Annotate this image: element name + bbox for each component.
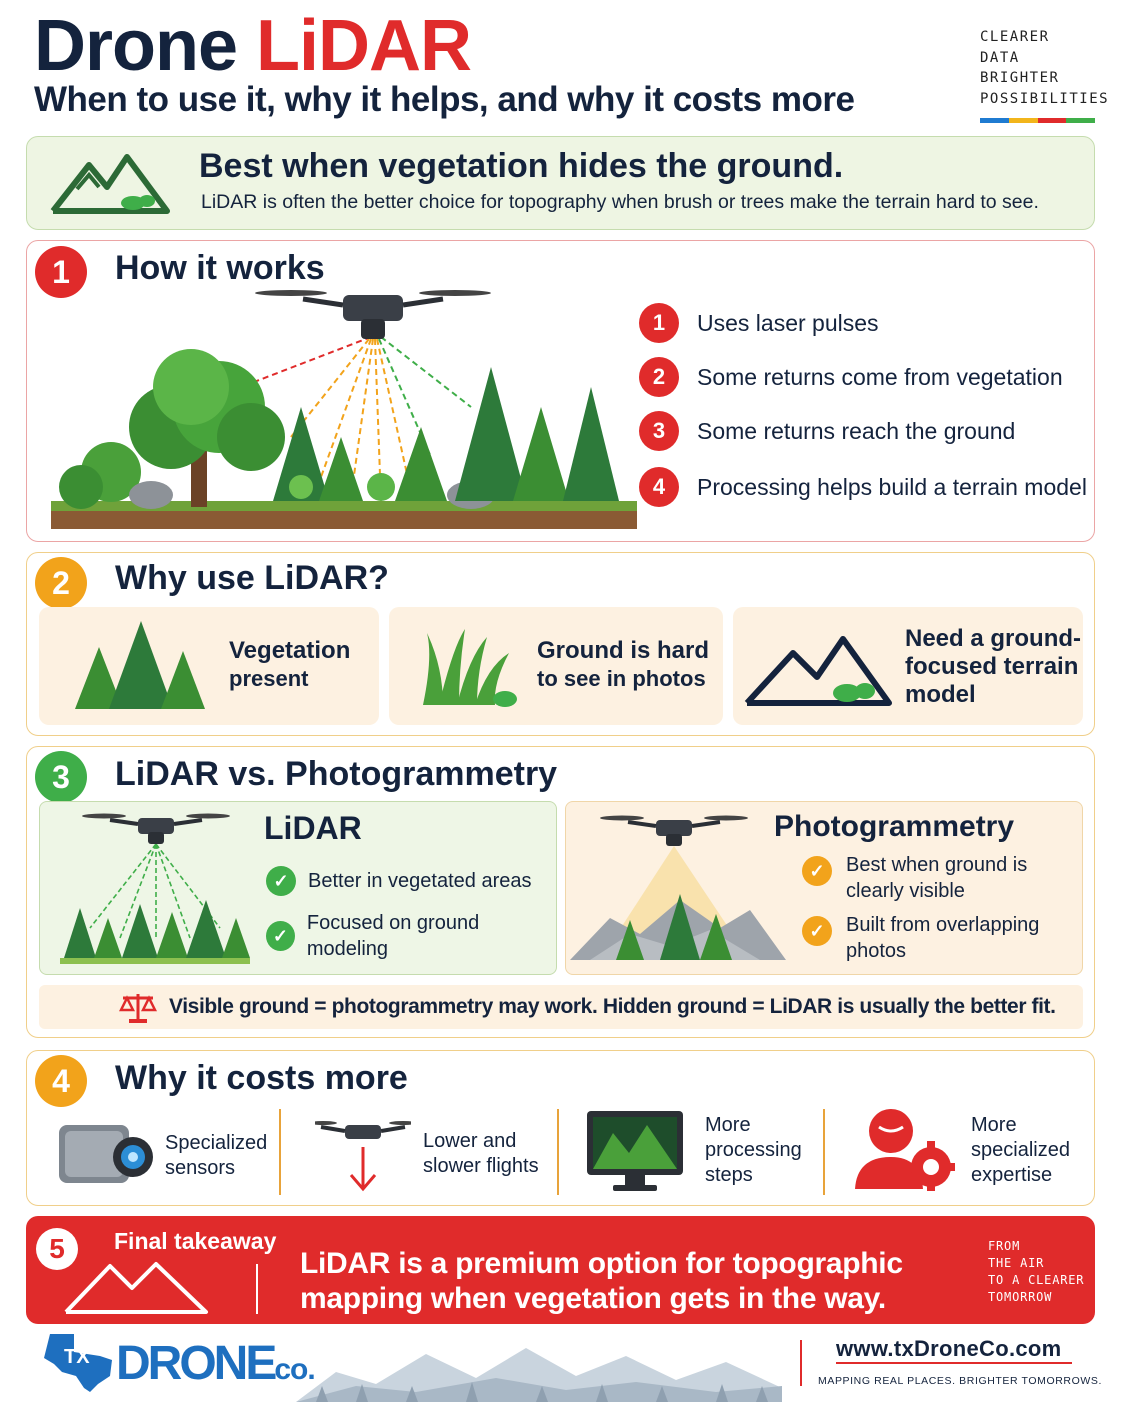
step-item xyxy=(639,303,879,343)
reason-card-text: Ground is hard to see in photos xyxy=(537,637,710,691)
intro-text: LiDAR is often the better choice for topography when brush or trees make the terrain hard to see. xyxy=(201,191,1039,213)
divider xyxy=(256,1264,258,1314)
intro-headline: Best when vegetation hides the ground. xyxy=(199,147,844,185)
drone-down-arrow-icon xyxy=(315,1117,411,1193)
footer-mountains-illustration xyxy=(296,1328,782,1402)
bullet-text: Built from overlapping photos xyxy=(846,914,1040,962)
sensor-icon xyxy=(55,1119,155,1189)
logo-tx: TX xyxy=(64,1346,90,1368)
section-why-use-lidar xyxy=(26,552,1095,736)
divider xyxy=(800,1340,802,1386)
final-takeaway-text: LiDAR is a premium option for topographic mapping when vegetation gets in the way. xyxy=(300,1247,903,1315)
header-tagline xyxy=(980,27,1109,109)
lidar-card-title: LiDAR xyxy=(264,810,362,846)
photogrammetry-comparison-card xyxy=(565,801,1083,975)
title-word-drone: Drone xyxy=(34,6,238,86)
check-icon: ✓ xyxy=(266,921,295,951)
drone-forest-illustration xyxy=(51,287,637,533)
step-item xyxy=(639,411,1015,451)
step-text: Uses laser pulses xyxy=(697,309,879,336)
step-text: Some returns reach the ground xyxy=(697,417,1016,444)
step-number: 1 xyxy=(639,303,679,343)
tagline-color-bar xyxy=(980,118,1095,123)
section-title: Why use LiDAR? xyxy=(115,559,389,597)
section-lidar-vs-photogrammetry xyxy=(26,746,1095,1038)
bullet-item xyxy=(266,910,556,962)
reason-card xyxy=(733,607,1083,725)
section-how-it-works xyxy=(26,240,1095,542)
comparison-note-bar xyxy=(39,985,1083,1029)
lidar-comparison-card xyxy=(39,801,557,975)
check-icon: ✓ xyxy=(802,856,832,886)
pine-trees-icon xyxy=(69,617,209,717)
mountain-icon xyxy=(49,149,171,217)
check-icon: ✓ xyxy=(802,916,832,946)
bullet-text: Best when ground is clearly visible xyxy=(846,854,1028,902)
section-number-badge: 3 xyxy=(35,751,87,803)
expert-gear-icon xyxy=(851,1105,955,1191)
reason-card xyxy=(389,607,723,725)
tagline-line: BRIGHTER xyxy=(980,70,1060,86)
lidar-drone-icon xyxy=(60,808,250,968)
cost-item-text: More specialized expertise xyxy=(971,1114,1070,1186)
mountain-outline-icon xyxy=(62,1258,210,1316)
bullet-item xyxy=(802,852,1027,904)
step-number: 2 xyxy=(639,357,679,397)
mountain-icon xyxy=(743,629,893,709)
step-item xyxy=(639,357,1063,397)
banner-tagline: FROM THE AIR TO A CLEARER TOMORROW xyxy=(988,1239,1085,1304)
bullet-text: Better in vegetated areas xyxy=(308,870,532,892)
step-number: 3 xyxy=(639,411,679,451)
reason-card-text: Need a ground- focused terrain model xyxy=(905,625,1082,708)
photo-drone-icon xyxy=(570,810,786,972)
section-title: How it works xyxy=(115,249,325,287)
cost-item-text: Specialized sensors xyxy=(165,1132,268,1179)
tagline-line: DATA xyxy=(980,49,1020,66)
check-icon: ✓ xyxy=(266,866,296,896)
bullet-text: Focused on ground modeling xyxy=(306,912,480,960)
title-word-lidar: LiDAR xyxy=(256,6,472,86)
divider xyxy=(279,1109,281,1195)
website-underline xyxy=(836,1362,1072,1364)
tagline-line: CLEARER xyxy=(980,29,1050,45)
footer-slogan: MAPPING REAL PLACES. BRIGHTER TOMORROWS. xyxy=(818,1375,1103,1387)
intro-panel xyxy=(26,136,1095,230)
scales-icon xyxy=(119,990,157,1024)
step-text: Some returns come from vegetation xyxy=(697,363,1063,390)
final-takeaway-label: Final takeaway xyxy=(114,1228,277,1254)
section-why-it-costs-more xyxy=(26,1050,1095,1206)
page-subtitle: When to use it, why it helps, and why it costs more xyxy=(34,80,855,119)
section-title: LiDAR vs. Photogrammetry xyxy=(115,755,558,793)
reason-card-text: Vegetation present xyxy=(229,637,351,691)
divider xyxy=(557,1109,559,1195)
step-item xyxy=(639,467,1087,507)
section-number-badge: 2 xyxy=(35,557,87,609)
page-title xyxy=(34,6,471,86)
section-number-badge: 1 xyxy=(35,246,87,298)
website-link[interactable]: www.txDroneCo.com xyxy=(836,1336,1062,1361)
photo-card-title: Photogrammetry xyxy=(774,810,1015,843)
bullet-item xyxy=(802,912,1039,964)
cost-item-text: Lower and slower flights xyxy=(423,1130,539,1177)
company-logo xyxy=(40,1330,315,1394)
comparison-note-text: Visible ground = photogrammetry may work. Hidden ground = LiDAR is usually the better fit. xyxy=(169,995,1056,1018)
grass-icon xyxy=(413,627,521,707)
tagline-line: POSSIBILITIES xyxy=(980,90,1110,107)
divider xyxy=(823,1109,825,1195)
section-title: Why it costs more xyxy=(115,1059,408,1097)
reason-card xyxy=(39,607,379,725)
step-number: 4 xyxy=(639,467,679,507)
monitor-icon xyxy=(585,1109,685,1195)
section-number-badge: 4 xyxy=(35,1055,87,1107)
section-number-badge: 5 xyxy=(36,1228,78,1270)
logo-wordmark: DRONEco. xyxy=(116,1337,315,1390)
bullet-item xyxy=(266,866,531,896)
step-text: Processing helps build a terrain model xyxy=(697,473,1087,500)
final-takeaway-banner xyxy=(26,1216,1095,1324)
cost-item-text: More processing steps xyxy=(705,1114,802,1186)
